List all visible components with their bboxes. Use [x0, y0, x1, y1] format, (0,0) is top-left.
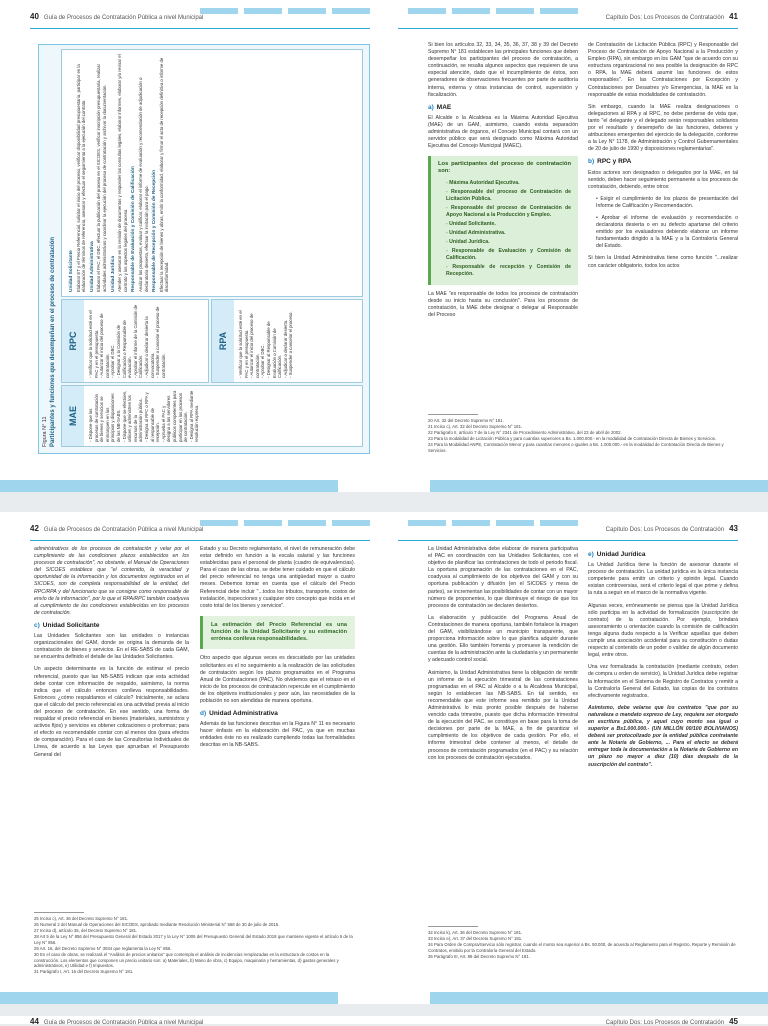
footnote: 34 Para Orden de Compra/Servicio sólo registrar, cuando el monto sea superior a Bs. 50.000, de acuerdo al Reglamento para el Registro, Reporte y Remisión de Contratos, emitido por la Contraloría General del Estado.: [428, 942, 736, 953]
footnotes: [428, 418, 738, 454]
running-title: Capítulo Dos: Los Procesos de Contratación: [605, 1020, 725, 1026]
footnote: 31 Parágrafo I, Art. 16 del Decreto Supremo N° 181.: [34, 969, 134, 975]
comision-calificacion-text: Analizar las propuestas, evaluar y calificar, elaborar el informe de evaluación y recomendación de adjudicación o declaratoria desierta, efectuar la invitación para el pago.: [137, 77, 149, 292]
paragraph: Las Unidades Solicitantes son las unidades o instancias organizacionales del GAM, donde se origina la demanda de la contratación de bienes y servicios. En el RE-SABS de cada GAM, se encuentra definido el detalle de las Unidades Solicitantes.: [34, 633, 189, 661]
page-header: [30, 524, 203, 533]
page-number: 41: [729, 12, 738, 21]
spread-pages-42-43: [0, 512, 768, 1004]
footnote: 26 Numeral 2 del Manual de Operaciones del SICOES, aprobado mediante Resolución Ministerial N° 568 de 30 de julio de 2015.: [34, 922, 280, 928]
page-header: [606, 12, 738, 21]
footnote: 25 Inciso c), Art. 36 del Decreto Supremo N° 181.: [34, 916, 129, 921]
paragraph: Estos actores son designados o delegados por la MAE, en tal sentido, deben hacer seguimiento permanente a los procesos de contratación, debiendo, entre otros:: [588, 169, 738, 190]
footnote: 27 Inciso d), artículo 35, del Decreto Supremo N° 181.: [34, 928, 138, 934]
footer-bar: [430, 992, 768, 1004]
paragraph: Algunas veces, erróneamente se piensa que la Unidad Jurídica sólo participa en la actividad de formalización (suscripción de contrato) de la contratación. Por ejemplo, brindará asesoramiento u orientación cuando la comisión de calificación tenga alguna duda respecto a la Verificar aquellas que deben cumplir una asociación accidental para su constitución o dudas respecto al contenido de un poder o validez de algún documento legal, entre otros.: [588, 602, 738, 659]
page-41: [384, 0, 768, 492]
paragraph: La elaboración y publicación del Programa Anual de Contrataciones de manera oportuna, también fortalece la imagen del GAM, visibilizándose un municipio transparente, que proporciona información sobre lo que planifica adquirir durante una gestión. Ello también fomenta y promueve la rendición de cuentas de la administración ante la ciudadanía y un permanente y adecuado control social.: [428, 614, 578, 664]
rpa-heading: RPA: [212, 300, 234, 382]
footnote: 32 Inciso k), Art. 36 del Decreto Supremo N° 181.: [428, 930, 523, 935]
footnote: 20 Art. 32 del Decreto Supremo N° 181.: [428, 418, 504, 423]
list-item: - Unidad Solicitante.: [446, 221, 571, 228]
page-header: [606, 1017, 738, 1026]
unidad-solicitante-heading: Unidad Solicitante: [69, 250, 74, 292]
figure-label: Figura N° 11: [42, 416, 48, 447]
section-heading-unidad-juridica: e) Unidad Jurídica: [588, 551, 646, 558]
section-heading-unidad-administrativa: d) Unidad Administrativa: [200, 710, 278, 718]
running-title: Guía de Procesos de Contratación Pública a nivel Municipal: [43, 1020, 204, 1026]
paragraph: Si bien los artículos 32, 33, 34, 35, 36, 37, 38 y 39 del Decreto Supremo N° 181 establecen las principales funciones que deben desempeñar los participantes del proceso de contratación, a continuación, se resalta algunos aspectos que requieren de una especial atención, dado que el incumplimiento de éstos, son generadores de observaciones frecuentes por parte de auditoría interna, externa y otras instancias de control, supervisión y fiscalización.: [428, 42, 578, 98]
rpa-functions: - Verificar que la solicitud esté en el PAC y en el presupuesto. - Autorizar el inicio del proceso de contratación. - Aprobar el DBC. - Designar al Responsable de Evaluación o Comisión de Calificación. - Adjudicar o declarar desierta. - Suspender o cancelar el proceso.: [238, 310, 294, 378]
header-decoration: [408, 8, 578, 14]
column-2: [200, 546, 355, 755]
spread-pages-40-41: [0, 0, 768, 492]
page-header: [30, 12, 203, 21]
running-title: Capítulo Dos: Los Procesos de Contratación: [605, 527, 725, 533]
footnote: 22 Parágrafo II, artículo 7 de la Ley N° 2341 de Procedimiento Administrativo, del 23 de abril de 2002.: [428, 430, 622, 436]
unidad-administrativa-text: Elaborar el PAC, el DBC, efectuar la publicación del proceso en el SICOES, verificar inscripción presupuestaria, realizar actividades administrativas y coordinar la ejecución del proceso de contratación y archivar la documentación.: [96, 64, 107, 292]
mae-heading: MAE: [62, 386, 84, 446]
participants-box: [428, 156, 578, 284]
box-title: Los participantes del proceso de contratación son:: [438, 161, 571, 175]
list-item: - Responsable de Evaluación y Comisión de Calificación.: [446, 248, 571, 262]
list-item: - Responsable del proceso de Contratación de Licitación Pública.: [446, 189, 571, 203]
rpc-functions: - Verificar que la solicitud esté en el PAC y en el presupuesto. - Autorizar el inicio del proceso de contratación. - Aprobar el DBC. - Designar a la Comisión de Calificación o Responsable de evaluación. - Aprobar el informe de la Comisión de Calificación. - Adjudicar o declarar desierta la convocatoria. - Suspender o cancelar el proceso de contratación.: [88, 304, 166, 378]
paragraph: Asimismo, debe velarse que los contratos "que por su naturaleza o mandato expreso de Ley, requiera ser otorgado en escritura pública, y aquel cuyo monto sea igual o superior a Bs1.000.000.- (UN MILLÓN 00/100 BOLIVIANOS) deberá ser protocolizado por la entidad pública contratante ante la Notaría de Gobierno, ... Para el efecto se deberá entregar toda la documentación a la Notaría de Gobierno en un plazo no mayor a diez (10) días después de la suscripción del contrato".: [588, 704, 738, 768]
units-functions: [66, 54, 170, 292]
page-header: [606, 524, 738, 533]
list-item: - Unidad Jurídica.: [446, 239, 571, 246]
footer-bar: [430, 480, 768, 492]
rpc-heading: RPC: [62, 300, 84, 382]
paragraph: Si bien la Unidad Administrativa tiene como función "...realizar con carácter obligatorio, todos los actos: [588, 255, 738, 269]
paragraph: La MAE "es responsable de todos los procesos de contratación desde su inicio hasta su conclusión". Para los procesos de contratación, la MAE debe designar o delegar al Responsable del Proceso: [428, 290, 578, 318]
page-number: 42: [30, 524, 39, 533]
paragraph: La Unidad Administrativa debe elaborar de manera participativa el PAC en coordinación con las Unidades Solicitantes, con el objetivo de planificar las contrataciones de todo el periodo fiscal. La oportuna programación de las contrataciones en el PAC, coadyuva al cumplimiento de los objetivos del GAM y con su oportuna publicación y difusión (en el SICOES y mesa de partes), se incrementan las posibilidades de contar con un mayor número de proponentes, lo que disminuye el riesgo de que los procesos de contratación se declaren desiertos.: [428, 546, 578, 609]
paragraph: Asimismo, la Unidad Administrativa tiene la obligación de remitir un informe de la ejecución trimestral de las contrataciones programadas en el PAC al Alcalde o a la Alcaldesa Municipal, según lo establecen las NB-SABS. En tal sentido, es recomendable que este informe sea remitido por la Unidad Administrativa lo más pronto posible después de haberse vencido cada trimestre, puesto que dicha información trimestral de la ejecución del PAC, se constituye en base para la toma de decisiones por parte de la MAE, a fin de garantizar el cumplimiento de los objetivos de cada gestión. Por ello, el informe trimestral debe contener al menos, el detalle de procesos de contratación programados (en el PAC) y su relación con los procesos de contratación ejecutados.: [428, 669, 578, 761]
column-1: [428, 42, 578, 324]
comision-calificacion-heading: Responsable de Evaluación y Comisión de Calificación: [131, 166, 137, 292]
page-40: [0, 0, 384, 492]
column-1: [428, 546, 578, 767]
footnote-separator: [428, 926, 478, 927]
page-header: [30, 1017, 203, 1026]
section-heading-mae: a) MAE: [428, 103, 452, 111]
page-footer: [0, 992, 384, 1004]
figure-rotated-content: [39, 45, 369, 453]
footnote: 28 Art 5 de la Ley N° 856 del Presupuesto General del Estado 2017 y la Ley N° 1006 del Presupuesto General del Estado 2018 que mantiene vigente el artículo 5 de la Ley N° 856.: [34, 934, 353, 945]
section-heading-rpc-rpa: b) RPC y RPA: [588, 158, 632, 166]
paragraph: Además de las funciones descritas en la Figura N° 11 es necesario hacer énfasis en la elaboración del PAC, ya que en muchas entidades éste no es realizado cumpliendo todas las formalidades descritas en la NB-SABS.: [200, 721, 355, 749]
page-footer: [0, 480, 384, 492]
bullet-item: • Exigir el cumplimiento de los plazos de presentación del Informe de Calificación y Recomendación.: [596, 195, 738, 209]
footnote: 30 En el caso de obras, se realizará el "Análisis de precios unitarios" que contempla el análisis de incidencias remplazadas en la estructura de costos en la construcción. Los elementos que componen un precio unitario son: a) Materiales, b) Mano de obra, c) Equipo, maquinaria y herramientas, d) gastos generales y administrativos, e) Utilidad e f) Impuestos.: [34, 952, 339, 969]
comision-recepcion-heading: Responsable de Recepción y Comisión de Recepción: [152, 169, 158, 292]
header-rule: [398, 28, 738, 29]
paragraph: Una vez formalizada la contratación (mediante contrato, orden de compra u orden de servicio), la Unidad Jurídica debe registrar la información en el Sistema de Registro de Contratos y remitir a la Contraloría General del Estado, las copias de los contratos efectivamente registrados.: [588, 664, 738, 699]
section-heading-unidad-solicitante: c) Unidad Solicitante: [34, 621, 100, 629]
footnotes: [34, 916, 354, 975]
running-title: Guía de Procesos de Contratación Pública a nivel Municipal: [43, 15, 204, 21]
header-decoration: [200, 8, 370, 14]
paragraph: Un aspecto determinante es la función de estimar el precio referencial, puesto que las NB-SABS indican que esta actividad debe contar con información de respaldo, asimismo, la norma indica que el cálculo entonces conlleva responsabilidades. Entonces ¿cómo respaldamos el cálculo? Inicialmente, se aclara que el cálculo del precio referencial es una actividad previa al inicio del proceso de contratación. En ese sentido, una forma de respaldar el precio referencial en bienes (materiales, suministros y activos fijos) y servicios es obtener cotizaciones o proformas; para el efecto es recomendable contar con al menos dos (para efectos de comparación). Para el caso de las Consultorías Individuales de Línea, de acuerdo a las Leyes que aprueban el Presupuesto General del: [34, 666, 189, 758]
page-number: 43: [729, 524, 738, 533]
footnote: 24 Para la Modalidad ANPE, Contratación Menor y para cuantías menores o iguales a Bs. 1.000.000.- en la modalidad de Contratación Directa de Bienes y Servicios.: [428, 442, 724, 453]
list-item: - Responsable de recepción y Comisión de Recepción.: [446, 264, 571, 278]
figure-11: [38, 44, 370, 454]
unidad-juridica-text: Atender y asesorar en la revisión de documentos y responder las consultas legales, elaborar informes, elaborar y/o revisar el contrato y los aspectos legales del proceso.: [117, 54, 128, 292]
participants-list: [438, 180, 571, 278]
mae-functions: - Dispone que los procesos de contratación de bienes y servicios se enmarquen en los principios y disposiciones de las NB-SABS. - Dispone que se efectúen, utilicen y administren los recursos de la administración pública. - Designa al RPC o RPA y al responsable de recepción. - Aprueba el PAC y designa a los servidores públicos competentes para participar en los procesos de contratación. - Designa al RPA mediante resolución expresa.: [88, 390, 200, 442]
highlight-note: La estimación del Precio Referencial es una función de la Unidad Solicitante y su estimación errónea conlleva responsabilidades.: [200, 616, 355, 650]
footer-bar: [0, 992, 338, 1004]
page-number: 44: [30, 1017, 39, 1026]
footer-bar: [0, 480, 338, 492]
footnote-separator: [428, 414, 478, 415]
comision-recepcion-text: Efectuar la recepción de bienes y obras, emitir la conformidad, elaborar y firmar el acta de recepción definitiva o informe de disconformidad.: [158, 57, 170, 292]
header-decoration: [200, 520, 370, 526]
paragraph: Otro aspecto que algunas veces es descuidado por las unidades solicitantes es el no seguimiento a la realización de las solicitudes de contratación según los plazos programados en el Programa Anual de Contrataciones (PAC). No olvidemos que el retraso en el inicio de los procesos de contratación repercute en el cumplimiento de los objetivos institucionales y peor aún, las necesidades de la población no son atendidas de manera oportuna.: [200, 655, 355, 705]
paragraph: de Contratación de Licitación Pública (RPC) y Responsable del Proceso de Contratación de Apoyo Nacional a la Producción y Empleo (RPA), sin embargo en los GAM "que de acuerdo con su estructura organizacional no sea posible la designación de RPC o RPA, la MAE deberá asumir las funciones de estos responsables". En las Contrataciones por Excepción y Contrataciones por Desastres y/o Emergencias, la MAE es la responsable de estas modalidades de contratación.: [588, 42, 738, 98]
list-item: - Unidad Administrativa.: [446, 230, 571, 237]
list-item: - Máxima Autoridad Ejecutiva.: [446, 180, 571, 187]
footnote: 23 Para la modalidad de Licitación Pública y para cuantías superiores a Bs. 1.000.000.- en la modalidad de Contratación Directa de Bienes y Servicios.: [428, 436, 717, 442]
paragraph: La Unidad Jurídica tiene la función de asesorar durante el proceso de contratación. La unidad jurídica es la única instancia competente para emitir un criterio y opinión legal. Cuando existan controversias, será el criterio legal el que prime y defina la ruta a seguir en el marco de la normativa vigente.: [588, 562, 738, 597]
page-number: 40: [30, 12, 39, 21]
footnote: 35 Parágrafo III, Art. 88 del Decreto Supremo N° 181.: [428, 953, 530, 959]
footnote: 29 Art. 16, del Decreto Supremo N° 3034 que reglamenta la Ley N° 856.: [34, 945, 172, 951]
bullet-item: • Aprobar el informe de evaluación y recomendación o declaratoria desierta o en su defecto apartarse del criterio emitido por los evaluadores debiendo elaborar un informe fundamentado dirigido a la MAE y a la Contraloría General del Estado.: [596, 214, 738, 250]
header-decoration: [408, 520, 578, 526]
page-number: 45: [729, 1017, 738, 1026]
header-rule: [398, 540, 738, 541]
column-1: [34, 546, 189, 764]
figure-rpa-column: [211, 299, 363, 383]
header-rule: [30, 540, 370, 541]
footnote: 21 Inciso c), Art. 32 del Decreto Supremo N° 181.: [428, 424, 523, 430]
figure-title: Participantes y funciones que desempeñan en el proceso de contratación: [50, 236, 56, 447]
page-footer: [384, 480, 768, 492]
footnotes: [428, 930, 738, 960]
spread-pages-44-45: [0, 1016, 768, 1024]
header-rule: [30, 28, 370, 29]
paragraph: El Alcalde o la Alcaldesa es la Máxima Autoridad Ejecutiva (MAE) de un GAM, asimismo, cuando exista separación administrativa de órganos, el Concejo Municipal contará con un servidor público que será designado como Máxima Autoridad Ejecutiva del Concejo Municipal (MAEC).: [428, 114, 578, 150]
running-title: Guía de Procesos de Contratación Pública a nivel Municipal: [43, 527, 204, 533]
column-2: [588, 42, 738, 275]
footnote: 33 Inciso e), Art. 37 del Decreto Supremo N° 181.: [428, 936, 523, 942]
paragraph: administrativos de los procesos de contratación y velar por el cumplimiento de las condiciones plazos establecidos en los procesos de contratación", no obstante, el Manual de Operaciones del SICOES establece que "el contenido, la veracidad y oportunidad de la información y los documentos registrados en el SICOES, son de completa responsabilidad de la entidad, del RPC/RPA y del funcionario que se consigne como responsable de envío de la información", por lo que el RPA/RPC también coadyuva al cumplimiento de las condiciones establecidas en los procesos de contratación.: [34, 546, 189, 616]
page-footer: [384, 992, 768, 1004]
figure-mae-column: [61, 385, 363, 447]
paragraph: Sin embargo, cuando la MAE realiza designaciones o delegaciones al RPA y al RPC, no debe perderse de vista que, tanto "el delegante y el delegado serán responsables solidarios por el resultado y desempeño de las funciones, deberes y atribuciones emergentes del ejercicio de la delegación, conforme a la Ley N° 1178, de Administración y Control Gubernamentales de 20 de julio de 1990 y disposiciones reglamentarias".: [588, 103, 738, 153]
paragraph: Estado y su Decreto reglamentario, el nivel de remuneración debe estar definido en función a la escala salarial y las funciones establecidas para el personal de planta (cuadro de equivalencias). Para el caso de las obras, se debe tener cuidado en que el cálculo del precio referencial no tenga una antigüedad mayor a cuatro meses. Debemos tomar en cuenta que el cálculo del Precio Referencial debe incluir "...todos los tributos, transporte, costos de instalación, inspecciones y cualquier otro concepto que incida en el costo total de los bienes y servicios".: [200, 546, 355, 609]
column-2: [588, 546, 738, 774]
footnote-separator: [34, 912, 84, 913]
page-43: [384, 512, 768, 1004]
page-42: [0, 512, 384, 1004]
unidad-juridica-heading: Unidad Jurídica: [110, 256, 116, 292]
unidad-solicitante-text: Elaborar ET y el Precio Referencial, solicitar el inicio del proceso, verificar disponibilidad presupuestaria, participar en la elaboración de términos de referencia, asesorar y efectuar el seguimiento a la ejecución del contrato.: [75, 64, 87, 292]
figure-rpc-column: [61, 299, 209, 383]
unidad-administrativa-heading: Unidad Administrativa: [89, 241, 95, 292]
list-item: - Responsable del proceso de Contratación de Apoyo Nacional a la Producción y Empleo.: [446, 205, 571, 219]
running-title: Capítulo Dos: Los Procesos de Contratación: [605, 15, 725, 21]
figure-units-column: [61, 49, 363, 297]
